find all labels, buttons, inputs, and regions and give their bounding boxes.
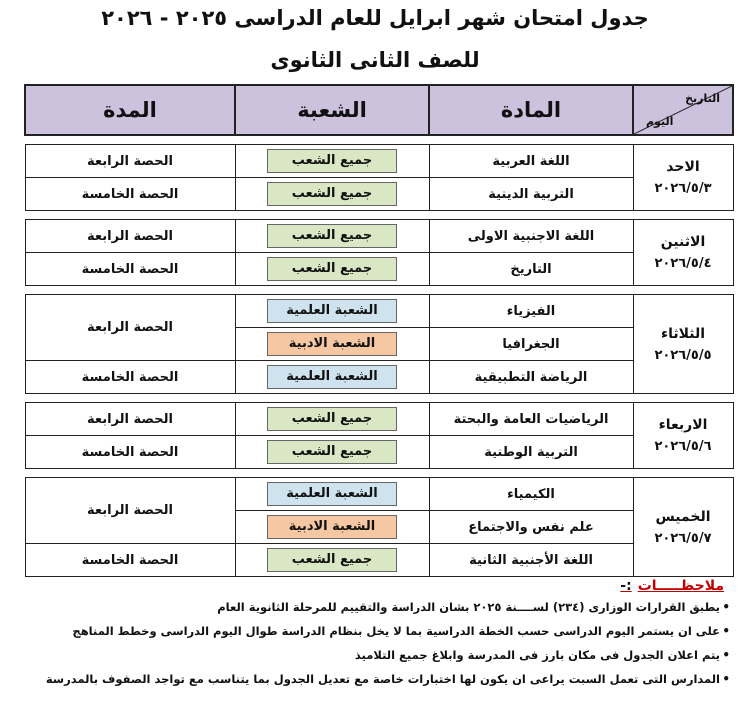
division-cell	[235, 361, 429, 394]
division-cell	[235, 178, 429, 211]
period-cell: الحصة الخامسة	[25, 178, 235, 211]
row-gap-cell	[25, 469, 733, 478]
division-cell	[235, 220, 429, 253]
division-badge: جميع الشعب	[267, 149, 397, 173]
document-subtitle: للصف الثانى الثانوى	[270, 48, 480, 72]
division-badge: جميع الشعب	[267, 224, 397, 248]
note-text: يتم اعلان الجدول فى مكان بارز فى المدرسة وابلاغ جميع التلاميذ	[354, 648, 720, 662]
period-cell: الحصة الخامسة	[25, 253, 235, 286]
subject-cell: علم نفس والاجتماع	[429, 511, 633, 544]
day-name: الثلاثاء	[660, 325, 706, 342]
period-cell: الحصة الرابعة	[25, 403, 235, 436]
day-cell	[633, 220, 733, 286]
subject-cell: اللغة العربية	[429, 145, 633, 178]
division-cell	[235, 253, 429, 286]
notes-suffix: :-	[620, 578, 632, 594]
subject-cell: التاريخ	[429, 253, 633, 286]
division-badge: جميع الشعب	[267, 407, 397, 431]
note-item	[10, 624, 730, 638]
subject-cell: الكيمياء	[429, 478, 633, 511]
subject-cell: الرياضة التطبيقية	[429, 361, 633, 394]
row-gap	[25, 211, 733, 220]
period-cell: الحصة الرابعة	[25, 478, 235, 544]
day-cell	[633, 478, 733, 577]
period-cell: الحصة الرابعة	[25, 220, 235, 253]
subject-cell: الفيزياء	[429, 295, 633, 328]
schedule-table	[24, 84, 734, 577]
day-date: ٢٠٢٦/٥/٤	[654, 256, 712, 271]
table-row	[25, 220, 733, 253]
table-header-row	[25, 85, 733, 135]
division-badge: الشعبة العلمية	[267, 299, 397, 323]
subject-cell: التربية الدينية	[429, 178, 633, 211]
subject-cell: التربية الوطنية	[429, 436, 633, 469]
notes-heading	[620, 578, 724, 594]
header-date-label: التاريخ	[685, 92, 720, 105]
row-gap-cell	[25, 394, 733, 403]
day-date: ٢٠٢٦/٥/٧	[654, 530, 712, 546]
note-item	[10, 600, 730, 614]
period-cell: الحصة الخامسة	[25, 544, 235, 577]
row-gap	[25, 135, 733, 145]
table-row	[25, 361, 733, 394]
day-cell	[633, 145, 733, 211]
subject-cell: اللغة الاجنبية الاولى	[429, 220, 633, 253]
division-cell	[235, 295, 429, 328]
note-text: يطبق القرارات الوزارى (٢٣٤) لســــنة ٢٠٢٥ بشان الدراسة والتقييم للمرحلة الثانوية العام	[217, 600, 720, 614]
notes-title: ملاحظـــــات	[637, 578, 724, 594]
day-cell	[633, 403, 733, 469]
table-row	[25, 178, 733, 211]
day-cell	[633, 295, 733, 394]
table-row	[25, 436, 733, 469]
division-cell	[235, 436, 429, 469]
document-title: جدول امتحان شهر ابرايل للعام الدراسى ٢٠٢٥ - ٢٠٢٦	[101, 6, 649, 30]
division-badge: الشعبة العلمية	[267, 365, 397, 389]
header-day-label: اليوم	[646, 115, 674, 128]
day-name: الاحد	[666, 159, 700, 175]
note-item	[10, 648, 730, 662]
period-cell: الحصة الخامسة	[25, 436, 235, 469]
row-gap	[25, 394, 733, 403]
bullet-icon: •	[722, 672, 730, 686]
day-name: الخميس	[655, 508, 711, 525]
bullet-icon: •	[722, 624, 730, 638]
bullet-icon: •	[722, 600, 730, 614]
header-date-day-cell	[633, 85, 733, 135]
period-cell: الحصة الرابعة	[25, 145, 235, 178]
note-text: المدارس التى تعمل السبت يراعى ان يكون لها اختبارات خاصة مع تعديل الجدول بما يتناسب مع تواجد الصفوف بالمدرسة	[45, 672, 720, 686]
subject-cell: اللغة الأجنبية الثانية	[429, 544, 633, 577]
division-cell	[235, 328, 429, 361]
row-gap	[25, 469, 733, 478]
table-row	[25, 145, 733, 178]
table-row	[25, 478, 733, 511]
bullet-icon: •	[722, 648, 730, 662]
header-subject: المادة	[429, 85, 633, 135]
table-row	[25, 253, 733, 286]
table-row	[25, 295, 733, 328]
table-row	[25, 544, 733, 577]
division-cell	[235, 145, 429, 178]
division-cell	[235, 403, 429, 436]
division-cell	[235, 511, 429, 544]
row-gap-cell	[25, 211, 733, 220]
row-gap-cell	[25, 135, 733, 145]
subject-cell: الجغرافيا	[429, 328, 633, 361]
header-division: الشعبة	[235, 85, 429, 135]
header-period: المدة	[25, 85, 235, 135]
subject-cell: الرياضيات العامة والبحتة	[429, 403, 633, 436]
row-gap-cell	[25, 286, 733, 295]
period-cell: الحصة الرابعة	[25, 295, 235, 361]
note-text: على ان يستمر اليوم الدراسى حسب الخطة الدراسية بما لا يخل بنظام الدراسة طوال اليوم الدراسى وخطط المناهج	[72, 624, 720, 638]
day-name: الاثنين	[660, 234, 706, 250]
division-badge: جميع الشعب	[267, 548, 397, 572]
division-badge: الشعبة العلمية	[267, 482, 397, 506]
day-name: الاربعاء	[658, 417, 708, 433]
notes-list	[10, 600, 730, 696]
period-cell: الحصة الخامسة	[25, 361, 235, 394]
row-gap	[25, 286, 733, 295]
division-cell	[235, 544, 429, 577]
division-badge: جميع الشعب	[267, 182, 397, 206]
table-row	[25, 403, 733, 436]
division-badge: جميع الشعب	[267, 257, 397, 281]
division-badge: الشعبة الادبية	[267, 515, 397, 539]
division-cell	[235, 478, 429, 511]
division-badge: الشعبة الادبية	[267, 332, 397, 356]
day-date: ٢٠٢٦/٥/٦	[654, 439, 712, 454]
note-item	[10, 672, 730, 686]
division-badge: جميع الشعب	[267, 440, 397, 464]
day-date: ٢٠٢٦/٥/٣	[654, 181, 712, 196]
day-date: ٢٠٢٦/٥/٥	[654, 347, 712, 363]
